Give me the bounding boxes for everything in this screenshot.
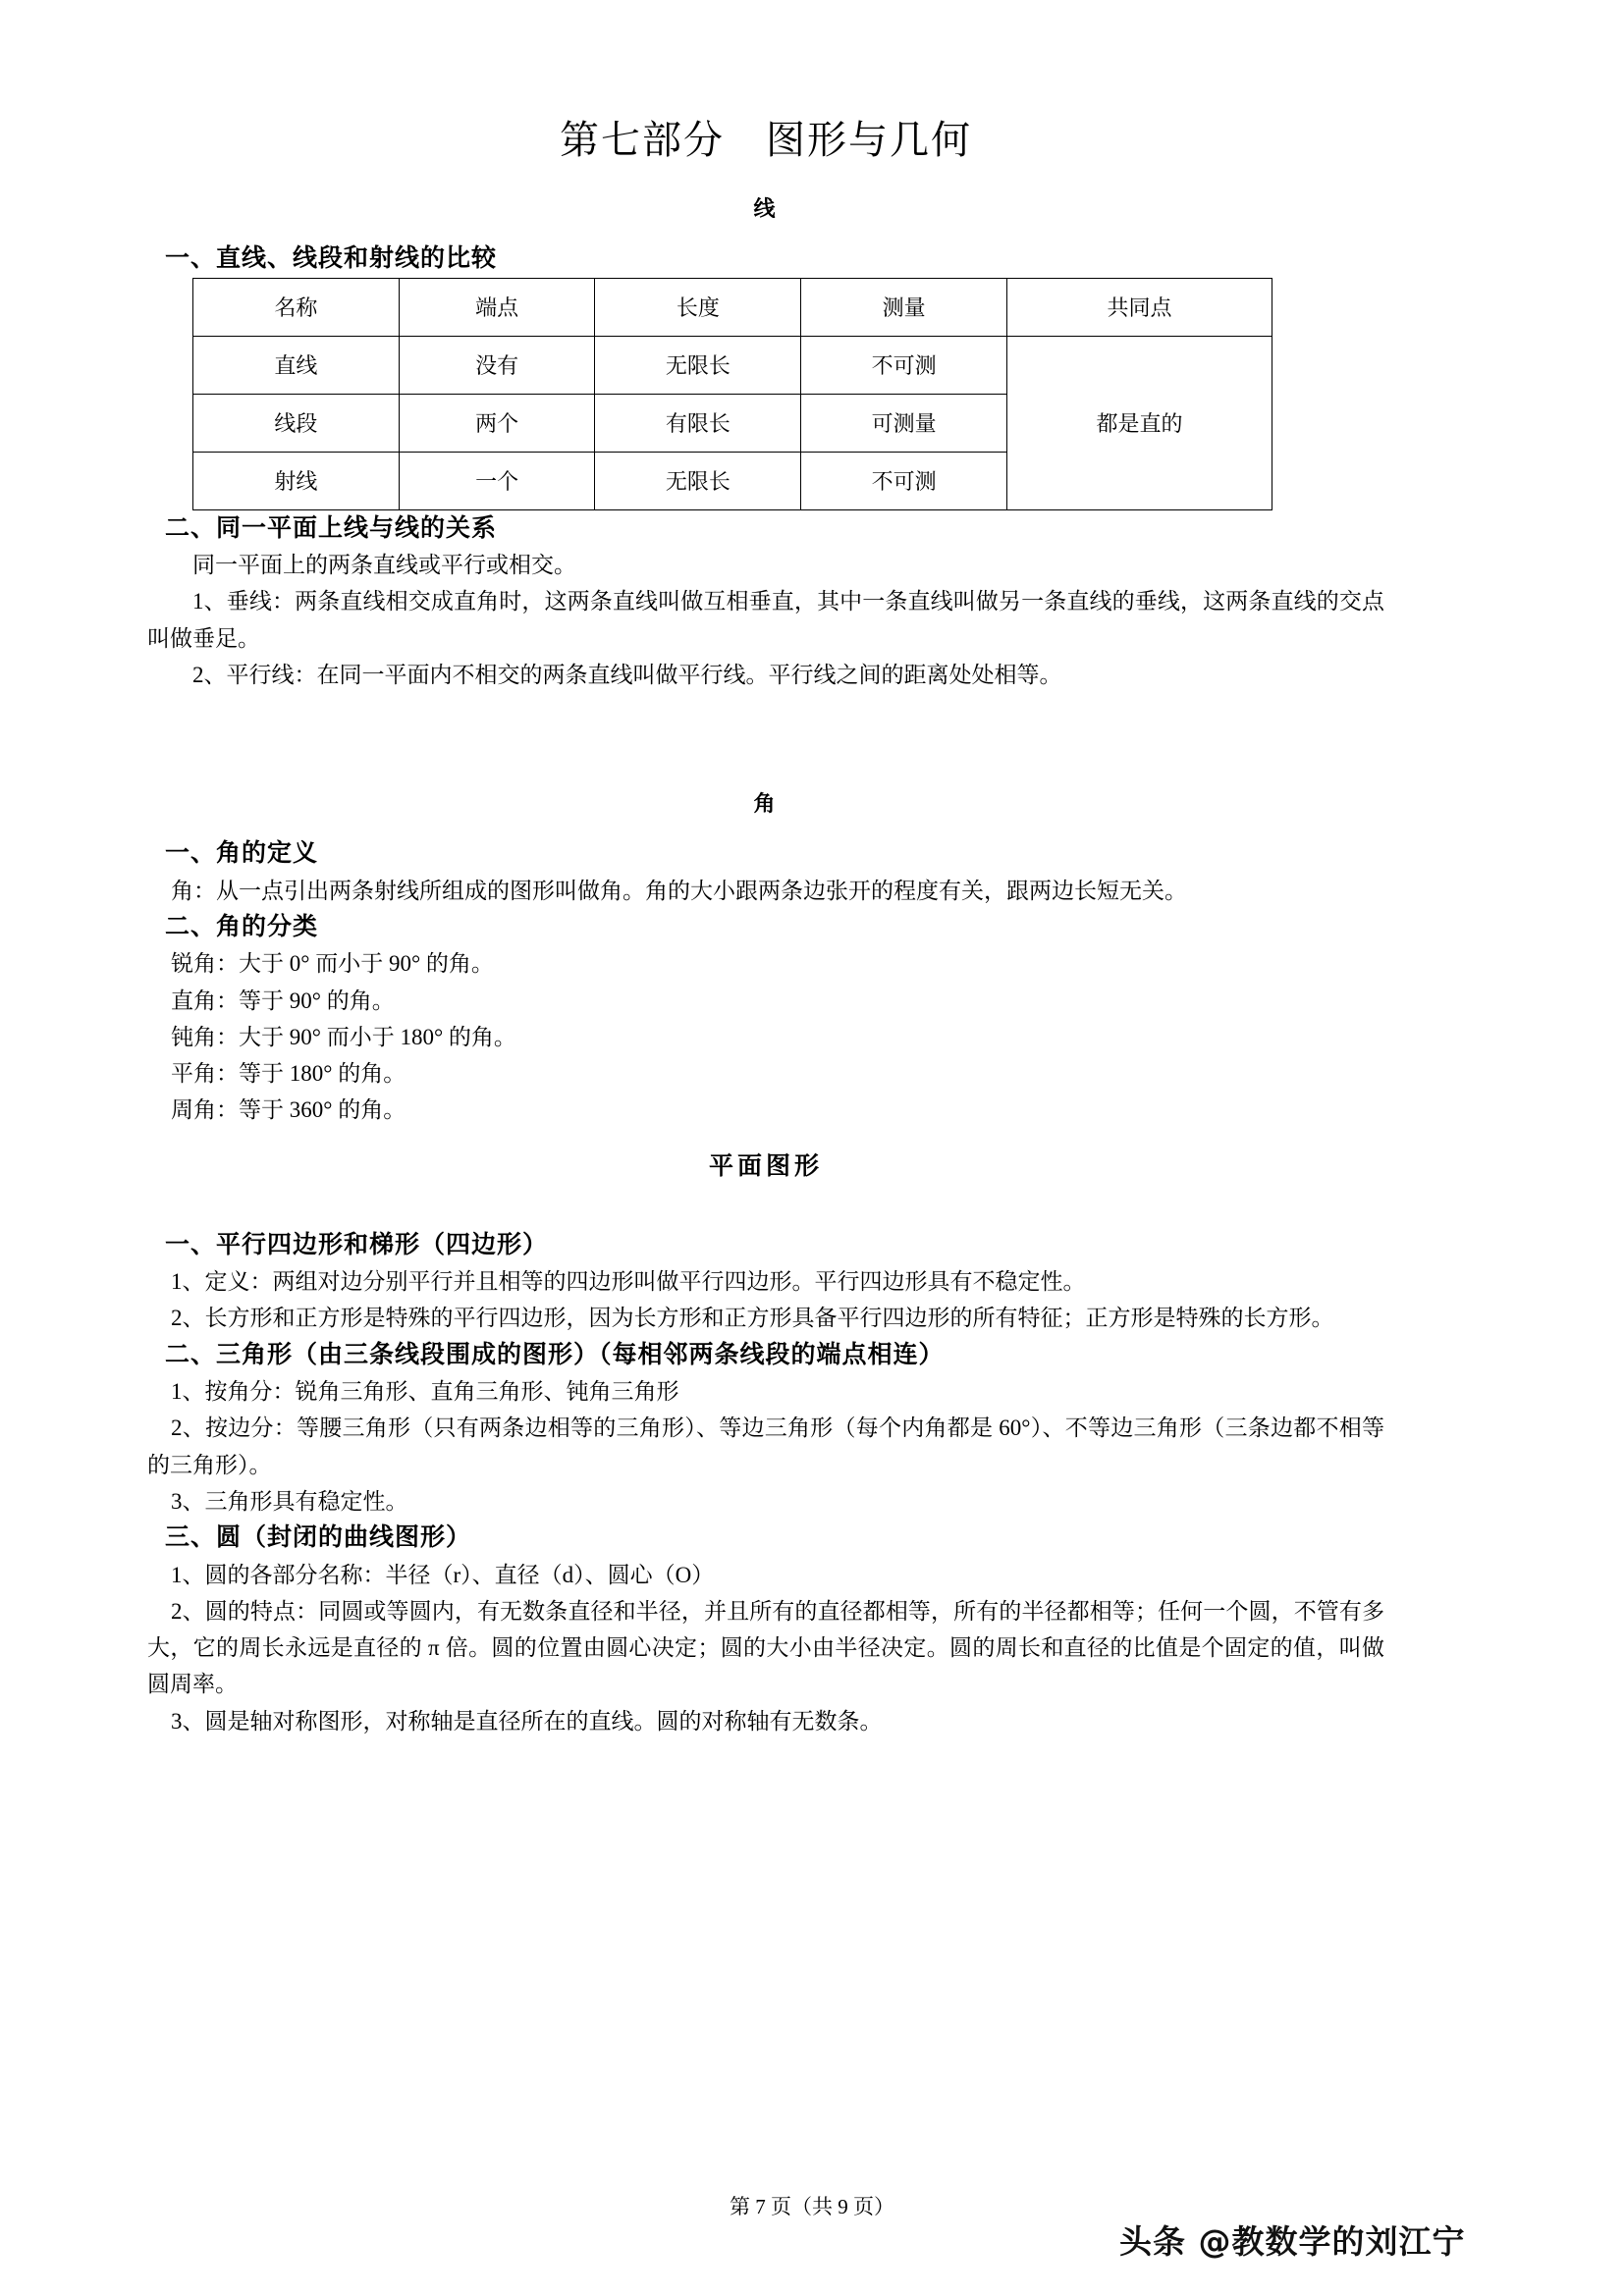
paragraph-circle-symmetry: 3、圆是轴对称图形，对称轴是直径所在的直线。圆的对称轴有无数条。 (171, 1708, 883, 1734)
paragraph-parallelogram-definition: 1、定义：两组对边分别平行并且相等的四边形叫做平行四边形。平行四边形具有不稳定性。 (171, 1269, 1086, 1294)
paragraph-parallel: 2、平行线：在同一平面内不相交的两条直线叫做平行线。平行线之间的距离处处相等。 (192, 662, 1062, 687)
th-common: 共同点 (1006, 278, 1272, 336)
paragraph-perpendicular: 1、垂线：两条直线相交成直角时，这两条直线叫做互相垂直，其中一条直线叫做另一条直线的垂线，这两条直线的交点叫做垂足。 (147, 589, 1384, 651)
cell-name: 射线 (193, 452, 400, 509)
angle-type-acute: 锐角：大于 0° 而小于 90° 的角。 (171, 951, 494, 977)
watermark: 头条 @教数学的刘江宁 (1119, 2222, 1466, 2261)
cell-name: 线段 (193, 394, 400, 452)
paragraph-line-relation-intro: 同一平面上的两条直线或平行或相交。 (192, 553, 576, 577)
angle-type-straight: 平角：等于 180° 的角。 (171, 1061, 406, 1086)
paragraph-triangle-stability: 3、三角形具有稳定性。 (171, 1488, 408, 1514)
paragraph-rectangle-square: 2、长方形和正方形是特殊的平行四边形，因为长方形和正方形具备平行四边形的所有特征；正方形是特殊的长方形。 (171, 1306, 1334, 1331)
cell-endpoint: 两个 (399, 394, 595, 452)
paragraph-triangle-by-angle: 1、按角分：锐角三角形、直角三角形、钝角三角形 (171, 1379, 679, 1404)
cell-length: 无限长 (595, 452, 801, 509)
section-title-angle: 角 (753, 791, 779, 817)
th-length: 长度 (595, 278, 801, 336)
line-comparison-table (192, 278, 1272, 510)
th-name: 名称 (193, 278, 400, 336)
heading-triangle: 二、三角形（由三条线段围成的图形）（每相邻两条线段的端点相连） (165, 1341, 945, 1368)
document-content (147, 0, 1384, 1739)
paragraph-circle-parts: 1、圆的各部分名称：半径（r）、直径（d）、圆心（O） (171, 1562, 715, 1587)
angle-type-obtuse: 钝角：大于 90° 而小于 180° 的角。 (171, 1024, 516, 1049)
th-endpoint: 端点 (399, 278, 595, 336)
section-title-plane-figures: 平面图形 (708, 1150, 823, 1180)
paragraph-triangle-by-side: 2、按边分：等腰三角形（只有两条边相等的三角形）、等边三角形（每个内角都是 60°）、不等边三角形（三条边都不相等的三角形）。 (147, 1415, 1384, 1477)
heading-circle: 三、圆（封闭的曲线图形） (165, 1524, 472, 1551)
paragraph-circle-features: 2、圆的特点：同圆或等圆内，有无数条直径和半径，并且所有的直径都相等，所有的半径都相等；任何一个圆，不管有多大，它的周长永远是直径的 π 倍。圆的位置由圆心决定；圆的大小由半径决定。圆的周长和直径的比值是个固定的值，叫做圆周率。 (147, 1598, 1384, 1697)
cell-name: 直线 (193, 336, 400, 394)
cell-endpoint: 没有 (399, 336, 595, 394)
cell-length: 无限长 (595, 336, 801, 394)
heading-line-relations: 二、同一平面上线与线的关系 (165, 514, 498, 542)
paragraph-angle-definition: 角：从一点引出两条射线所组成的图形叫做角。角的大小跟两条边张开的程度有关，跟两边长短无关。 (171, 878, 1187, 903)
cell-measure: 不可测 (801, 452, 1007, 509)
heading-angle-definition: 一、角的定义 (165, 840, 319, 867)
heading-parallelogram-trapezoid: 一、平行四边形和梯形（四边形） (165, 1231, 549, 1258)
cell-measure: 不可测 (801, 336, 1007, 394)
section-title-line: 线 (753, 196, 779, 222)
cell-endpoint: 一个 (399, 452, 595, 509)
page-footer: 第 7 页（共 9 页） (730, 2195, 894, 2218)
heading-line-comparison: 一、直线、线段和射线的比较 (165, 245, 498, 272)
cell-common: 都是直的 (1006, 336, 1272, 509)
table-row (193, 336, 1272, 394)
cell-measure: 可测量 (801, 394, 1007, 452)
page-title: 第七部分 图形与几何 (560, 118, 972, 162)
th-measure: 测量 (801, 278, 1007, 336)
angle-type-full: 周角：等于 360° 的角。 (171, 1097, 406, 1123)
cell-length: 有限长 (595, 394, 801, 452)
heading-angle-classification: 二、角的分类 (165, 913, 319, 940)
table-header-row (193, 278, 1272, 336)
angle-type-right: 直角：等于 90° 的角。 (171, 988, 395, 1013)
